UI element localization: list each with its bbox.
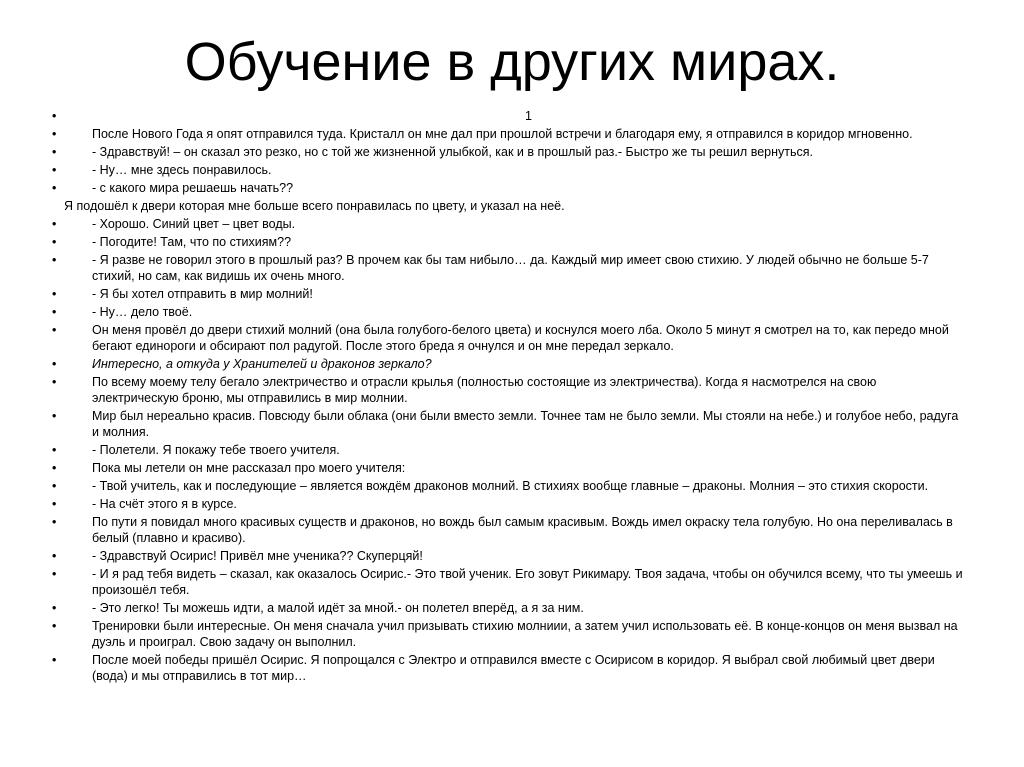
bullet-icon: • xyxy=(52,253,57,267)
list-item xyxy=(50,162,965,178)
slide-title: Обучение в других мирах. xyxy=(184,32,840,92)
bullet-icon: • xyxy=(52,567,57,581)
list-item xyxy=(50,548,965,564)
list-item xyxy=(50,652,965,684)
list-item-text: - Хорошо. Синий цвет – цвет воды. xyxy=(92,217,296,231)
slide-body-list xyxy=(50,108,965,686)
list-item-text: Я подошёл к двери которая мне больше всего понравилась по цвету, и указал на неё. xyxy=(64,199,565,213)
bullet-icon: • xyxy=(52,145,57,159)
list-item-text: 1 xyxy=(525,109,532,123)
list-item-text: - Ну… мне здесь понравилось. xyxy=(92,163,272,177)
list-item-text: По пути я повидал много красивых существ и драконов, но вождь был самым красивым. Вождь имел окраску тела голубую. Но она переливалась в белый (плавно и красиво). xyxy=(92,515,953,545)
list-item-text: Мир был нереально красив. Повсюду были облака (они были вместо земли. Точнее там не было земли. Мы стояли на небе.) и голубое небо, радуга и молния. xyxy=(92,409,959,439)
list-item xyxy=(50,618,965,650)
list-item xyxy=(50,600,965,616)
list-item xyxy=(50,144,965,160)
list-item xyxy=(50,408,965,440)
list-item-text: - Здравствуй! – он сказал это резко, но с той же жизненной улыбкой, как и в прошлый раз.- Быстро же ты решил вернуться. xyxy=(92,145,813,159)
bullet-icon: • xyxy=(52,235,57,249)
list-item xyxy=(50,286,965,302)
list-item-text: - Ну… дело твоё. xyxy=(92,305,193,319)
bullet-icon: • xyxy=(52,549,57,563)
bullet-icon: • xyxy=(52,653,57,667)
list-item-text: - И я рад тебя видеть – сказал, как оказалось Осирис.- Это твой ученик. Его зовут Рикимару. Твоя задача, чтобы он обучился всему, что ты умеешь и произошёл тебя. xyxy=(92,567,963,597)
bullet-icon: • xyxy=(52,601,57,615)
list-item xyxy=(50,566,965,598)
bullet-icon: • xyxy=(52,619,57,633)
bullet-icon: • xyxy=(52,109,57,123)
bullet-icon: • xyxy=(52,357,57,371)
list-item-text: - Я разве не говорил этого в прошлый раз? В прочем как бы там нибыло… да. Каждый мир имеет свою стихию. У людей обычно не больше 5-7 стихий, но сам, как видишь их очень много. xyxy=(92,253,929,283)
list-item xyxy=(50,126,965,142)
list-item-text: Тренировки были интересные. Он меня сначала учил призывать стихию молниии, а затем учил использовать её. В конце-концов он меня вызвал на дуэль и проиграл. Свою задачу он выполнил. xyxy=(92,619,958,649)
list-item-text: - с какого мира решаешь начать?? xyxy=(92,181,294,195)
list-item-text: После моей победы пришёл Осирис. Я попрощался с Электро и отправился вместе с Осирисом в коридор. Я выбрал свой любимый цвет двери (вода) и мы отправились в тот мир… xyxy=(92,653,935,683)
list-item-text: - Это легко! Ты можешь идти, а малой идёт за мной.- он полетел вперёд, а я за ним. xyxy=(92,601,584,615)
bullet-icon: • xyxy=(52,375,57,389)
bullet-icon: • xyxy=(52,181,57,195)
list-item-text: После Нового Года я опят отправился туда. Кристалл он мне дал при прошлой встречи и благодаря ему, я отправился в коридор мгновенно. xyxy=(92,127,913,141)
list-item-text: Интересно, а откуда у Хранителей и драконов зеркало? xyxy=(92,357,432,371)
list-item xyxy=(50,374,965,406)
list-item xyxy=(50,460,965,476)
list-item xyxy=(50,478,965,494)
list-item xyxy=(50,356,965,372)
list-item xyxy=(50,180,965,196)
bullet-icon: • xyxy=(52,217,57,231)
bullet-icon: • xyxy=(52,163,57,177)
bullet-icon: • xyxy=(52,461,57,475)
bullet-icon: • xyxy=(52,515,57,529)
bullet-icon: • xyxy=(52,479,57,493)
list-item xyxy=(50,252,965,284)
list-item-text: - Полетели. Я покажу тебе твоего учителя. xyxy=(92,443,340,457)
list-item-text: - На счёт этого я в курсе. xyxy=(92,497,237,511)
list-item xyxy=(50,496,965,512)
bullet-icon: • xyxy=(52,443,57,457)
bullet-icon: • xyxy=(52,127,57,141)
list-item-text: Он меня провёл до двери стихий молний (она была голубого-белого цвета) и коснулся моего лба. Около 5 минут я смотрел на то, как передо мной бегают единороги и обсирают пол радугой. После этого бреда я очнулся и он мне передал зеркало. xyxy=(92,323,949,353)
list-item-text: - Здравствуй Осирис! Привёл мне ученика?? Скуперцяй! xyxy=(92,549,423,563)
list-item-text: - Я бы хотел отправить в мир молний! xyxy=(92,287,313,301)
bullet-icon: • xyxy=(52,497,57,511)
bullet-icon: • xyxy=(52,409,57,423)
list-item xyxy=(50,304,965,320)
list-item xyxy=(50,234,965,250)
list-item xyxy=(50,514,965,546)
bullet-icon: • xyxy=(52,323,57,337)
list-item-text: По всему моему телу бегало электричество и отрасли крылья (полностью состоящие из электричества). Когда я насмотрелся на свою электрическую броню, мы отправились в мир молнии. xyxy=(92,375,877,405)
list-item xyxy=(50,442,965,458)
bullet-icon: • xyxy=(52,305,57,319)
list-item-text: - Погодите! Там, что по стихиям?? xyxy=(92,235,292,249)
list-item xyxy=(50,108,965,124)
list-item xyxy=(50,198,965,214)
list-item xyxy=(50,216,965,232)
list-item-text: Пока мы летели он мне рассказал про моего учителя: xyxy=(92,461,406,475)
list-item-text: - Твой учитель, как и последующие – является вождём драконов молний. В стихиях вообще главные – драконы. Молния – это стихия скорости. xyxy=(92,479,929,493)
list-item xyxy=(50,322,965,354)
bullet-icon: • xyxy=(52,287,57,301)
